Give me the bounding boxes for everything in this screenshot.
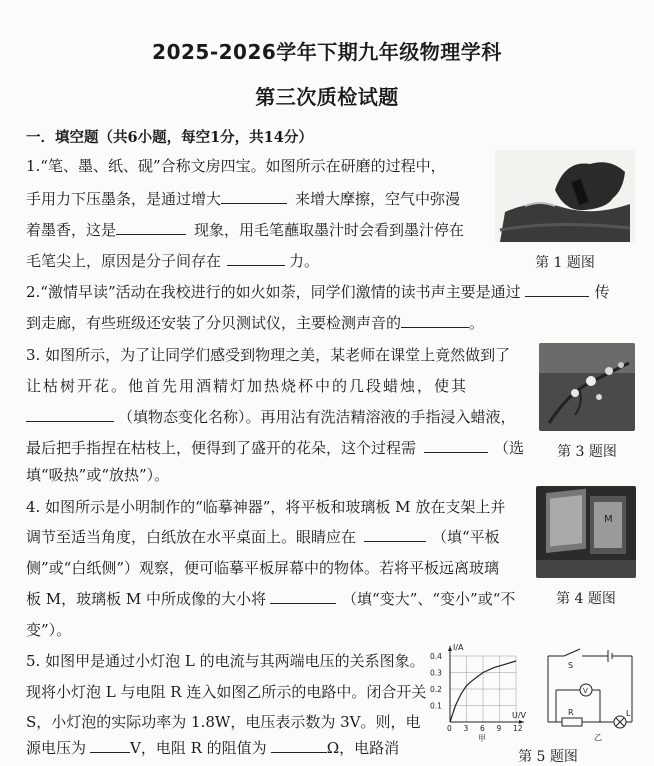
q3-caption: 第 3 题图 bbox=[557, 444, 617, 460]
switch-label: S bbox=[568, 661, 574, 670]
q1-text: 手用力下压墨条，是通过增大 bbox=[26, 190, 222, 208]
q1-inkstone-figure bbox=[495, 150, 635, 242]
q4-line2 bbox=[26, 527, 500, 547]
q4-blank-2 bbox=[270, 589, 336, 604]
q1-line2 bbox=[26, 189, 460, 209]
q3-text: 最后把手指捏在枯枝上，便得到了盛开的花朵，这个过程需 bbox=[26, 439, 417, 457]
x-tick-label: 12 bbox=[513, 724, 523, 733]
graph-xticks bbox=[447, 724, 523, 733]
q1-line4 bbox=[26, 251, 319, 271]
q3-wax-flower-photo bbox=[539, 343, 635, 431]
q2-blank-1 bbox=[525, 282, 589, 297]
q5-text: 源电压为 bbox=[26, 739, 87, 757]
q2-text: 2.“激情早读”活动在我校进行的如火如荼，同学们激情的读书声主要是通过 bbox=[26, 283, 521, 301]
lamp-label: L bbox=[626, 709, 631, 718]
graph-grid bbox=[450, 656, 516, 722]
q3-blank-2 bbox=[424, 438, 488, 453]
y-tick-label: 0.4 bbox=[430, 652, 442, 661]
q5-blank-2 bbox=[271, 738, 327, 753]
q5-line1: 5. 如图甲是通过小灯泡 L 的电流与其两端电压的关系图象。 bbox=[26, 652, 425, 670]
q4-text: （填“平板 bbox=[432, 528, 500, 546]
graph-yticks bbox=[430, 652, 442, 711]
y-tick-label: 0.3 bbox=[430, 668, 442, 678]
q1-line3 bbox=[26, 220, 464, 240]
q5-line2: 现将小灯泡 L 与电阻 R 连入如图乙所示的电路中。闭合开关 bbox=[26, 683, 427, 701]
q4-text: 调节至适当角度，白纸放在水平桌面上。眼睛应在 bbox=[26, 528, 357, 546]
q2-text: 。 bbox=[469, 314, 485, 332]
y-axis-arrow bbox=[448, 646, 452, 651]
q4-text: 板 M，玻璃板 M 中所成像的大小将 bbox=[26, 590, 267, 608]
voltmeter-label: V bbox=[583, 687, 588, 695]
q1-text: 来增大摩擦，空气中弥漫 bbox=[295, 190, 461, 208]
q4-line5: 变”）。 bbox=[26, 621, 72, 639]
q3-line3 bbox=[26, 407, 516, 427]
q1-blank-2 bbox=[116, 220, 186, 235]
exam-title-line2: 第三次质检试题 bbox=[255, 85, 399, 109]
q5-blank-1 bbox=[90, 738, 130, 753]
x-tick-label: 9 bbox=[496, 724, 502, 733]
q5-line4 bbox=[26, 738, 399, 758]
q4-line4 bbox=[26, 589, 515, 609]
q5-text: Ω，电路消 bbox=[326, 739, 400, 757]
q3-line4 bbox=[26, 438, 524, 458]
section-heading: 一．填空题（共6小题，每空1分，共14分） bbox=[26, 129, 313, 146]
q1-text: 现象，用毛笔蘸取墨汁时会看到墨汁停在 bbox=[194, 221, 465, 239]
switch-blade bbox=[564, 649, 580, 656]
resistor-label: R bbox=[568, 708, 574, 717]
q3-line2: 让枯树开花。他首先用酒精灯加热烧杯中的几段蜡烛，使其 bbox=[26, 377, 469, 395]
q2-text: 传 bbox=[594, 283, 610, 301]
q3-blank-1 bbox=[26, 407, 114, 422]
graph-ylabel: I/A bbox=[453, 643, 464, 652]
q1-text: 毛笔尖上，原因是分子间存在 bbox=[26, 252, 222, 270]
exam-title-line1: 2025-2026学年下期九年级物理学科 bbox=[152, 40, 502, 64]
q3-text: （填物态变化名称）。再用沾有洗洁精溶液的手指浸入蜡液， bbox=[118, 408, 516, 426]
y-tick-label: 0.2 bbox=[430, 685, 442, 694]
q2-text: 到走廊，有些班级还安装了分贝测试仪，主要检测声音的 bbox=[26, 314, 402, 332]
q1-caption: 第 1 题图 bbox=[535, 255, 595, 271]
graph-sublabel: 甲 bbox=[478, 734, 486, 743]
q1-text: 力。 bbox=[289, 252, 320, 270]
graph-xlabel: U/V bbox=[512, 711, 527, 720]
q5-text: V，电阻 R 的阻值为 bbox=[130, 739, 267, 757]
circuit-sublabel: 乙 bbox=[594, 733, 602, 742]
x-tick-label: 3 bbox=[463, 724, 469, 733]
x-tick-label: 0 bbox=[447, 724, 452, 733]
q1-text: 着墨香，这是 bbox=[26, 221, 117, 239]
q4-photo-label: M bbox=[604, 514, 613, 525]
q5-caption: 第 5 题图 bbox=[518, 749, 578, 765]
q5-circuit-diagram bbox=[538, 646, 640, 744]
q1-line1: 1.“笔、墨、纸、砚”合称文房四宝。如图所示在研磨的过程中， bbox=[26, 157, 446, 175]
q4-line3: 侧”或“白纸侧”）观察，便可临摹平板屏幕中的物体。若将平板远离玻璃 bbox=[26, 559, 500, 577]
q2-blank-2 bbox=[401, 313, 469, 328]
resistor-R bbox=[562, 718, 582, 726]
q1-blank-1 bbox=[221, 189, 287, 204]
q4-tracing-device-photo bbox=[536, 486, 636, 578]
q3-text: （选 bbox=[494, 439, 525, 457]
y-tick-label: 0.1 bbox=[430, 701, 442, 711]
q5-line3: S，小灯泡的实际功率为 1.8W，电压表示数为 3V。则，电 bbox=[26, 713, 421, 731]
q1-blank-3 bbox=[227, 251, 285, 266]
q4-line1: 4. 如图所示是小明制作的“临摹神器”，将平板和玻璃板 M 放在支架上并 bbox=[26, 498, 506, 516]
q3-line5: 填“吸热”或“放热”）。 bbox=[26, 466, 170, 484]
q5-iu-graph bbox=[428, 640, 530, 744]
q3-line1: 3. 如图所示，为了让同学们感受到物理之美，某老师在课堂上竟然做到了 bbox=[26, 346, 511, 364]
q4-text: （填“变大”、“变小”或“不 bbox=[342, 590, 516, 608]
q4-blank-1 bbox=[364, 527, 426, 542]
q4-caption: 第 4 题图 bbox=[556, 591, 616, 607]
q2-line1 bbox=[26, 282, 610, 302]
q2-line2 bbox=[26, 313, 484, 333]
x-tick-label: 6 bbox=[480, 724, 485, 733]
